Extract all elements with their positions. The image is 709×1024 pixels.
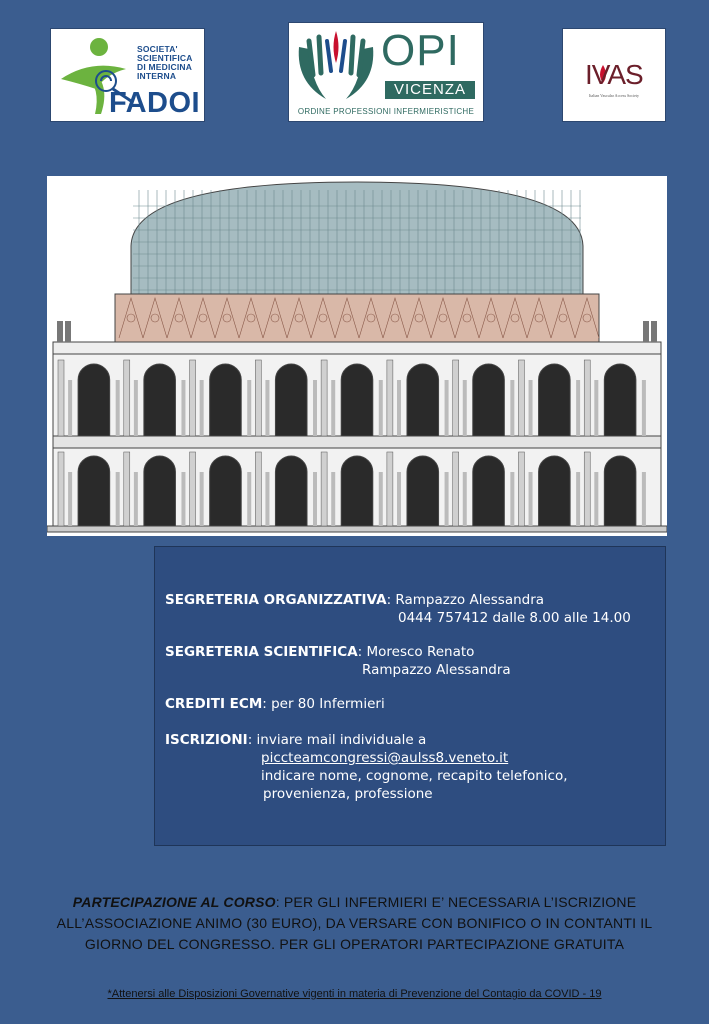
opi-hands-icon <box>291 27 381 107</box>
info-box <box>154 546 666 846</box>
opi-name: OPI <box>381 26 460 75</box>
participation-notice: PARTECIPAZIONE AL CORSO: PER GLI INFERMIERI E’ NECESSARIA L’ISCRIZIONE ALL’ASSOCIAZIONE ANIMO (30 EURO), DA VERSARE CON BONIFICO O IN CONTANTI IL GIORNO DEL CONGRESSO. PER GLI OPERATORI PARTECIPAZIONE GRATUITA <box>56 894 653 952</box>
ivas-subtitle: Italian Vascular Access Society <box>588 93 640 98</box>
ecm-credits: CREDITI ECM: per 80 Infermieri <box>165 696 385 712</box>
covid-note: *Attenersi alle Disposizioni Governative vigenti in materia di Prevenzione del Contagio da COVID - 19 <box>107 988 602 1000</box>
basilica-illustration <box>47 176 667 536</box>
registration: ISCRIZIONI: inviare mail individuale a <box>165 732 427 748</box>
opi-city: VICENZA <box>385 81 475 99</box>
basilica-drawing-icon <box>47 176 667 536</box>
ivas-logo <box>562 28 666 122</box>
registration-email-link[interactable]: piccteamcongressi@aulss8.veneto.it <box>261 750 509 766</box>
registration-line-3: provenienza, professione <box>263 786 433 802</box>
org-phone: 0444 757412 dalle 8.00 alle 14.00 <box>398 610 631 626</box>
fadoi-logo <box>50 28 205 122</box>
fadoi-society-text: SOCIETA' SCIENTIFICA DI MEDICINA INTERNA <box>137 44 193 81</box>
opi-logo <box>288 22 484 122</box>
opi-subtitle: ORDINE PROFESSIONI INFERMIERISTICHE <box>297 107 475 116</box>
ivas-name: IVAS <box>585 59 643 90</box>
registration-line-2: indicare nome, cognome, recapito telefonico, <box>261 768 568 784</box>
sci-secretariat: SEGRETERIA SCIENTIFICA: Moresco Renato <box>165 644 475 660</box>
sci-name-2: Rampazzo Alessandra <box>362 662 511 678</box>
org-secretariat: SEGRETERIA ORGANIZZATIVA: Rampazzo Alessandra <box>165 592 545 608</box>
fadoi-name: FADOI <box>109 87 201 119</box>
